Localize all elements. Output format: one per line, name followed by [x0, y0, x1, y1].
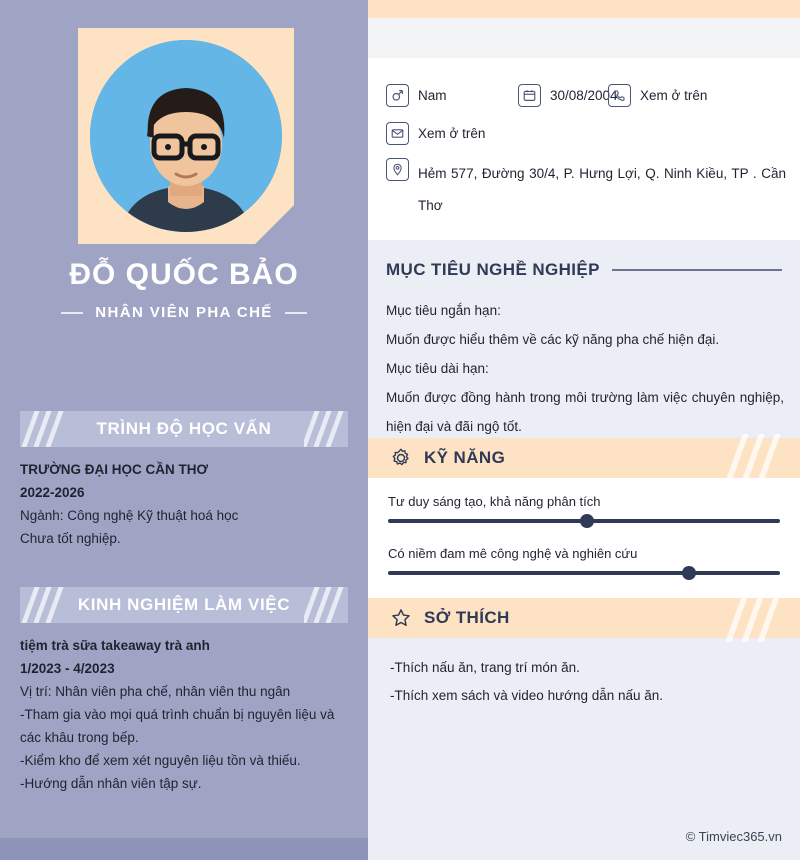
education-section-header: [20, 411, 348, 447]
contact-address: [386, 158, 788, 222]
objective-header: [386, 260, 782, 280]
email-value: Xem ở trên: [418, 126, 486, 141]
phone-value: Xem ở trên: [640, 88, 708, 103]
mail-icon: [386, 122, 409, 145]
experience-section-header: [20, 587, 348, 623]
education-title: TRÌNH ĐỘ HỌC VẤN: [96, 419, 272, 438]
birthday-value: 30/08/2004: [550, 88, 618, 103]
skill-bar: [388, 519, 780, 523]
star-icon: [390, 607, 412, 629]
contact-gender: [386, 84, 447, 107]
experience-line: -Kiểm kho để xem xét nguyên liệu tồn và thiếu.: [20, 753, 301, 768]
skill-bar: [388, 571, 780, 575]
objective-line: Muốn được đồng hành trong môi trường làm việc chuyên nghiệp, hiện đại và đãi ngộ tốt.: [386, 390, 784, 434]
skill-label: Tư duy sáng tạo, khả năng phân tích: [388, 494, 601, 509]
footer-credit: © Timviec365.vn: [685, 829, 782, 844]
hobbies-title: SỞ THÍCH: [424, 608, 510, 627]
role-label: NHÂN VIÊN PHA CHẾ: [95, 304, 273, 321]
contact-panel: [368, 58, 800, 240]
objective-body: [386, 296, 784, 441]
left-footer-bar: [0, 838, 368, 860]
hobbies-body: [390, 654, 780, 710]
skill-bar-handle[interactable]: [580, 514, 594, 528]
contact-birthday: [518, 84, 618, 107]
experience-line: Vị trí: Nhân viên pha chế, nhân viên thu ngân: [20, 684, 291, 699]
objective-rule: [612, 269, 782, 271]
gender-icon: [386, 84, 409, 107]
hobbies-section: [368, 598, 800, 860]
education-status: Chưa tốt nghiệp.: [20, 531, 121, 546]
calendar-icon: [518, 84, 541, 107]
skill-item: [388, 546, 780, 575]
phone-icon: [608, 84, 631, 107]
photo-frame: [78, 28, 294, 244]
skill-bar-handle[interactable]: [682, 566, 696, 580]
hobby-item: -Thích xem sách và video hướng dẫn nấu ăn.: [390, 688, 664, 703]
skill-label: Có niềm đam mê công nghệ và nghiên cứu: [388, 546, 638, 561]
page-title: ĐỖ QUỐC BẢO: [69, 258, 299, 291]
skills-section: [368, 438, 800, 598]
right-column: [368, 0, 800, 860]
hobbies-header: [368, 598, 800, 638]
objective-section: [368, 240, 800, 438]
education-major: Ngành: Công nghệ Kỹ thuật hoá học: [20, 508, 239, 523]
skills-title: KỸ NĂNG: [424, 448, 506, 467]
objective-line: Muốn được hiểu thêm về các kỹ năng pha chế hiện đại.: [386, 332, 720, 347]
top-accent-bar: [368, 0, 800, 18]
objective-line: Mục tiêu ngắn hạn:: [386, 303, 501, 318]
gender-value: Nam: [418, 88, 447, 103]
experience-company: tiệm trà sữa takeaway trà anh: [20, 638, 210, 653]
experience-body: [20, 634, 350, 795]
role-divider-left: [61, 312, 83, 314]
experience-period: 1/2023 - 4/2023: [20, 661, 115, 676]
contact-phone: [608, 84, 707, 107]
skills-header: [368, 438, 800, 478]
objective-line: Mục tiêu dài hạn:: [386, 361, 489, 376]
experience-line: -Tham gia vào mọi quá trình chuẩn bị nguyên liệu và các khâu trong bếp.: [20, 707, 335, 745]
experience-title: KINH NGHIỆM LÀM VIỆC: [77, 595, 291, 614]
address-value: Hẻm 577, Đường 30/4, P. Hưng Lợi, Q. Ninh Kiều, TP . Cần Thơ: [418, 166, 786, 213]
location-icon: [386, 158, 409, 181]
gear-icon: [390, 447, 412, 469]
job-role: [0, 304, 368, 321]
left-column: [0, 0, 368, 860]
role-divider-right: [285, 312, 307, 314]
portrait-illustration: [90, 40, 282, 232]
experience-line: -Hướng dẫn nhân viên tập sự.: [20, 776, 202, 791]
objective-title: MỤC TIÊU NGHỀ NGHIỆP: [386, 260, 600, 279]
avatar: [90, 40, 282, 232]
contact-email: [386, 122, 485, 145]
skill-item: [388, 494, 780, 523]
education-years: 2022-2026: [20, 485, 85, 500]
education-body: [20, 458, 350, 550]
education-school: TRƯỜNG ĐẠI HỌC CẦN THƠ: [20, 462, 208, 477]
hobby-item: -Thích nấu ăn, trang trí món ăn.: [390, 660, 580, 675]
